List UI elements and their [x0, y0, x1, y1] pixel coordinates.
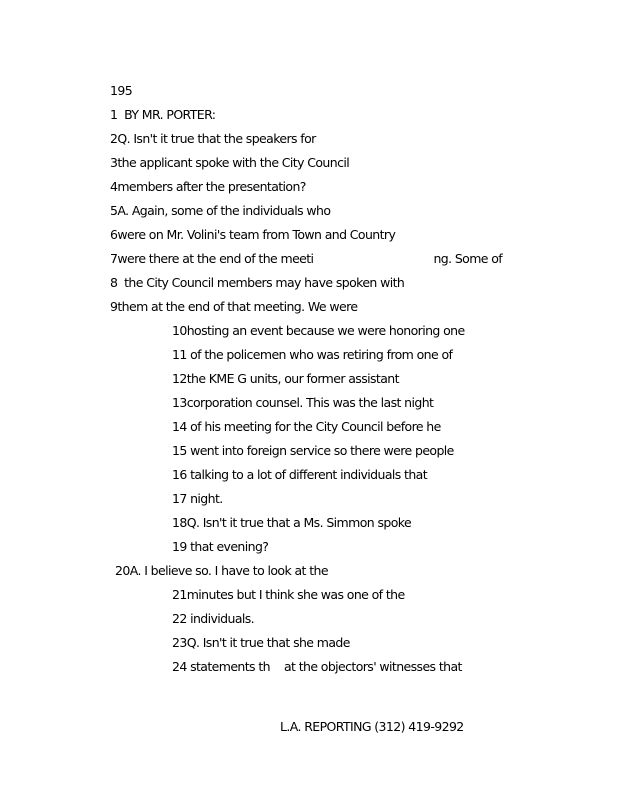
line-text: minutes but I think she was one of the	[186, 587, 405, 602]
line-text: the KME G units, our former assistant	[186, 371, 399, 386]
line-number: 15	[172, 443, 187, 458]
transcript-line-6	[110, 228, 395, 242]
transcript-line-7	[110, 252, 502, 266]
transcript-line-3	[110, 156, 349, 170]
transcript-line-20	[115, 564, 328, 578]
line-number: 23	[172, 635, 187, 650]
line-text: of the policemen who was retiring from one of	[190, 347, 453, 362]
transcript-line-16	[172, 468, 427, 482]
line-number: 14	[172, 419, 187, 434]
transcript-line-13	[172, 396, 433, 410]
transcript-line-8	[110, 276, 404, 290]
transcript-line-10	[172, 324, 465, 338]
line-number: 1	[110, 107, 118, 122]
line-number: 17	[172, 491, 187, 506]
transcript-line-19	[172, 540, 268, 554]
line-text-b: at the objectors' witnesses that	[283, 659, 462, 674]
line-number: 16	[172, 467, 187, 482]
line-number: 8	[110, 275, 118, 290]
line-text: A. Again, some of the individuals who	[117, 203, 331, 218]
line-number: 4	[110, 179, 118, 194]
line-number: 6	[110, 227, 118, 242]
line-text: went into foreign service so there were people	[190, 443, 454, 458]
line-number: 7	[110, 251, 118, 266]
line-text: were on Mr. Volini's team from Town and Country	[117, 227, 396, 242]
transcript-line-1	[110, 108, 215, 122]
line-text: members after the presentation?	[117, 179, 306, 194]
transcript-line-18	[172, 516, 411, 530]
line-text: talking to a lot of different individuals that	[190, 467, 428, 482]
line-number: 19	[172, 539, 187, 554]
line-text: Q. Isn't it true that she made	[186, 635, 350, 650]
line-text: them at the end of that meeting. We were	[117, 299, 358, 314]
transcript-line-17	[172, 492, 223, 506]
transcript-line-14	[172, 420, 441, 434]
line-text: individuals.	[190, 611, 255, 626]
line-text: of his meeting for the City Council before he	[190, 419, 441, 434]
line-number: 12	[172, 371, 187, 386]
line-text: corporation counsel. This was the last night	[186, 395, 434, 410]
line-number: 11	[172, 347, 187, 362]
line-number: 21	[172, 587, 187, 602]
transcript-line-22	[172, 612, 254, 626]
line-text-a: statements th	[190, 659, 270, 674]
line-text: the City Council members may have spoken with	[124, 275, 405, 290]
transcript-line-2	[110, 132, 316, 146]
line-number: 20	[115, 563, 130, 578]
line-text: that evening?	[190, 539, 269, 554]
line-text-a: were there at the end of the meeti	[117, 251, 314, 266]
line-text-b: ng. Some of	[433, 251, 503, 266]
line-number: 9	[110, 299, 118, 314]
transcript-line-15	[172, 444, 454, 458]
footer-reporter: L.A. REPORTING (312) 419-9292	[280, 719, 464, 734]
line-text: BY MR. PORTER:	[124, 107, 216, 122]
line-number: 22	[172, 611, 187, 626]
line-number: 5	[110, 203, 118, 218]
transcript-line-12	[172, 372, 399, 386]
line-text: hosting an event because we were honoring one	[186, 323, 465, 338]
line-number: 10	[172, 323, 187, 338]
transcript-line-23	[172, 636, 350, 650]
line-number: 18	[172, 515, 187, 530]
transcript-line-21	[172, 588, 405, 602]
line-text: A. I believe so. I have to look at the	[129, 563, 328, 578]
transcript-line-9	[110, 300, 357, 314]
line-number: 24	[172, 659, 187, 674]
line-text: night.	[190, 491, 223, 506]
line-number: 3	[110, 155, 118, 170]
line-number: 13	[172, 395, 187, 410]
line-text: Q. Isn't it true that the speakers for	[117, 131, 316, 146]
line-number: 2	[110, 131, 118, 146]
transcript-line-5	[110, 204, 330, 218]
transcript-line-24	[172, 660, 462, 674]
transcript-line-4	[110, 180, 306, 194]
transcript-line-11	[172, 348, 452, 362]
page-number: 195	[110, 83, 133, 98]
line-text: Q. Isn't it true that a Ms. Simmon spoke	[186, 515, 412, 530]
line-text: the applicant spoke with the City Council	[117, 155, 350, 170]
